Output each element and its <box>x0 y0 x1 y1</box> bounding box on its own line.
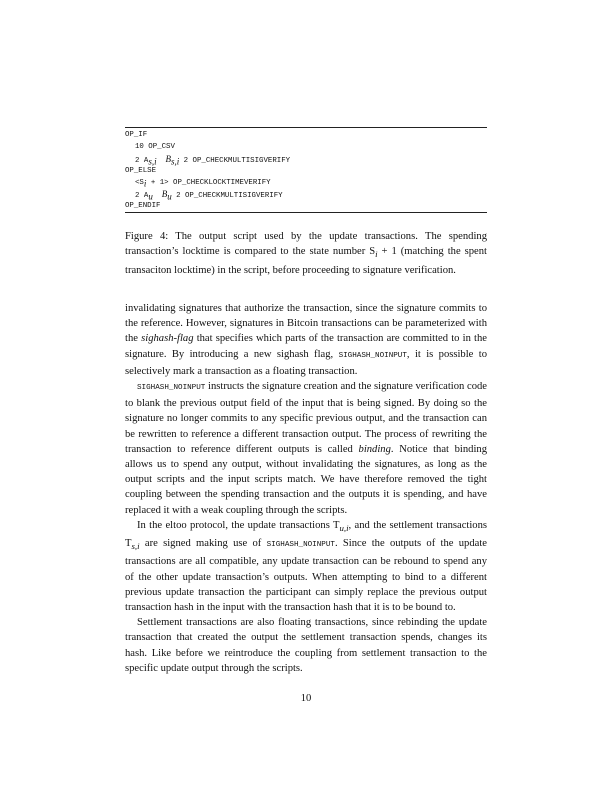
script-subscript: u <box>148 191 153 202</box>
text-run: instructs the signature creation and the signature verification code to blank the previous output field of the input that is being signed. By doing so the signature no longer commits to any specific previous output, and the transaction can be rewritten to reference a different transaction output. The process of rewriting the transaction to reference different outputs is called <box>125 381 487 455</box>
paragraph <box>125 518 487 615</box>
script-subscript: u <box>167 191 172 202</box>
script-token: OP_ELSE <box>125 166 157 175</box>
math-subscript: u,i <box>339 522 349 533</box>
text-run: , it is possible to selectively mark a transaction as a floating transaction. <box>125 348 487 377</box>
caption-text: Figure 4: The output script used by the update transactions. The spending transaction’s locktime is compared to the state number S <box>125 231 487 258</box>
script-line <box>125 178 487 190</box>
emphasis: sighash-flag <box>141 333 194 345</box>
script-token: B <box>161 189 168 200</box>
text-run: In the eltoo protocol, the update transactions T <box>137 519 340 531</box>
body-text <box>125 301 487 676</box>
inline-code: SIGHASH_NOINPUT <box>266 541 335 550</box>
script-line <box>125 166 487 178</box>
inline-code: SIGHASH_NOINPUT <box>338 351 407 360</box>
emphasis: binding <box>358 443 391 455</box>
script-line <box>125 142 487 154</box>
text-run: . Since the outputs of the update transactions are all compatible, any update transaction can be rebound to spend any of the other update transaction’s outputs. When attempting to bind to a different previous update transaction the participant can simply replace the previous output transaction hash in the input with the transaction hash that it is to be bound to. <box>125 538 487 614</box>
figure-top-rule <box>125 127 487 128</box>
script-token: OP_IF <box>125 131 148 139</box>
script-token: 2 A <box>135 192 149 201</box>
figure-caption <box>125 229 487 278</box>
paragraph <box>125 301 487 379</box>
inline-code: SIGHASH_NOINPUT <box>137 384 206 393</box>
caption-text: + 1 (matching the spent transaciton locktime) in the script, before proceeding to signature verification. <box>125 246 487 276</box>
script-subscript: s,i <box>170 156 180 167</box>
paragraph <box>125 379 487 518</box>
figure-bottom-rule <box>125 212 487 213</box>
script-line <box>125 130 487 142</box>
script-token: 2 OP_CHECKMULTISIGVERIFY <box>183 156 291 165</box>
script-subscript: s,i <box>148 156 157 167</box>
script-token: OP_ENDIF <box>125 202 161 211</box>
text-run: are signed making use of <box>139 538 267 550</box>
script-token: OP_CHECKLOCKTIMEVERIFY <box>173 178 271 187</box>
script-token: <S <box>135 178 144 187</box>
text-run: . Notice that binding allows us to spend any output, without invalidating the signatures, as long as the output scripts and the input scripts match. We have therefore removed the tight coupling between the spending transaction and the outputs it is spending, and have replaced it with a weak coupling through the scripts. <box>125 443 487 516</box>
script-token: 2 A <box>135 156 149 165</box>
script-line <box>125 189 487 201</box>
text-run: , and the settlement transactions T <box>125 519 488 550</box>
script-token: 2 OP_CHECKMULTISIGVERIFY <box>176 192 283 201</box>
math-subscript: s,i <box>131 541 140 552</box>
script-line <box>125 154 487 166</box>
script-token: B <box>165 153 171 164</box>
text-run: that specifies which parts of the transaction are committed to in the signature. By introducing a new sighash flag, <box>125 333 487 360</box>
text-run: Settlement transactions are also floating transactions, since rebinding the update transaction that created the output the settlement transaction spends, changes its hash. Like before we reintroduce the coupling from settlement transaction to the specific update output through the scripts. <box>125 617 487 674</box>
script-subscript: i <box>143 178 147 189</box>
page-number: 10 <box>300 693 312 704</box>
paper-page <box>125 0 487 792</box>
caption-subscript: i <box>375 249 378 260</box>
output-script-listing <box>125 130 487 213</box>
text-run: invalidating signatures that authorize the transaction, since the signature commits to the reference. However, signatures in Bitcoin transactions can be parameterized with the <box>125 303 487 345</box>
paragraph <box>125 615 487 676</box>
script-token: 10 OP_CSV <box>135 142 175 151</box>
script-token: + 1> <box>150 178 169 187</box>
